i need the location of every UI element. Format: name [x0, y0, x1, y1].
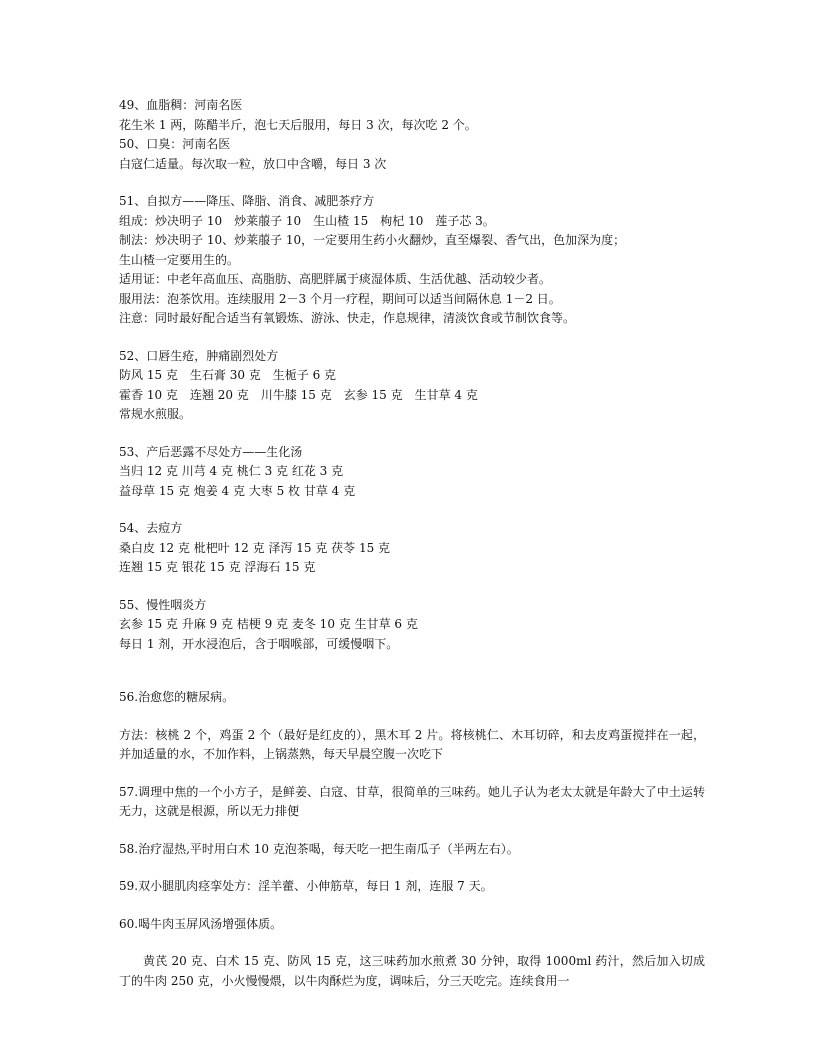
section-60-body: 黄芪 20 克、白术 15 克、防风 15 克，这三味药加水煎煮 30 分钟，取得 1000ml 药汁，然后加入切成丁的牛肉 250 克，小火慢慢煨，以牛肉酥烂为度，调味后，分三天吃完。连续食用一	[119, 954, 705, 988]
section-55-line-1: 玄参 15 克 升麻 9 克 桔梗 9 克 麦冬 10 克 生甘草 6 克	[119, 617, 418, 631]
section-51-line-6: 注意：同时最好配合适当有氧锻炼、游泳、快走，作息规律，清淡饮食或节制饮食等。	[119, 311, 576, 325]
section-55-title: 55、慢性咽炎方	[119, 597, 207, 612]
spacer	[119, 329, 705, 347]
section-56-title: 56.治愈您的糖尿病。	[119, 690, 235, 704]
section-52-title: 52、口唇生疮，肿痛剧烈处方	[119, 348, 279, 363]
section-58-text: 58.治疗湿热,平时用白术 10 克泡茶喝，每天吃一把生南瓜子（半两左右）。	[119, 841, 519, 856]
section-54-title: 54、去痘方	[119, 521, 183, 535]
document-page	[119, 96, 705, 991]
section-53-line-2: 益母草 15 克 炮姜 4 克 大枣 5 枚 甘草 4 克	[119, 483, 356, 498]
section-53-title: 53、产后恶露不尽处方——生化汤	[119, 444, 303, 459]
section-59-text: 59.双小腿肌肉痉挛处方：淫羊藿、小伸筋草，每日 1 剂，连服 7 天。	[119, 879, 493, 893]
spacer	[119, 654, 705, 688]
section-54-line-2: 连翘 15 克 银花 15 克 浮海石 15 克	[119, 560, 316, 574]
spacer	[119, 425, 705, 443]
spacer	[119, 822, 705, 840]
spacer	[119, 708, 705, 726]
section-52-line-3: 常规水煎服。	[119, 407, 192, 421]
spacer	[119, 501, 705, 519]
spacer	[119, 859, 705, 877]
section-51-line-1: 组成：炒决明子 10 炒莱菔子 10 生山楂 15 枸杞 10 莲子芯 3。	[119, 213, 495, 228]
spacer	[119, 578, 705, 596]
section-56-method: 方法：核桃 2 个，鸡蛋 2 个（最好是红皮的），黑木耳 2 片。将核桃仁、木耳切碎，和去皮鸡蛋搅拌在一起，并加适量的水，不加作料，上锅蒸熟，每天早晨空腹一次吃下	[119, 727, 705, 761]
spacer	[119, 174, 705, 192]
section-51-line-2: 制法：炒决明子 10、炒莱菔子 10，一定要用生药小火翻炒，直至爆裂、香气出，色加深为度；	[119, 233, 626, 247]
section-49-line-1: 花生米 1 两，陈醋半斤，泡七天后服用，每日 3 次，每次吃 2 个。	[119, 117, 477, 132]
section-50-line-1: 白寇仁适量。每次取一粒，放口中含嚼，每日 3 次	[119, 156, 387, 171]
section-49-title: 49、血脂稠：河南名医	[119, 98, 243, 112]
section-50-title: 50、口臭：河南名医	[119, 137, 231, 151]
section-57-text: 57.调理中焦的一个小方子，是鲜姜、白寇、甘草，很简单的三味药。她儿子认为老太太就是年龄大了中土运转无力，这就是根源，所以无力排便	[119, 784, 705, 818]
section-52-line-2: 霍香 10 克 连翘 20 克 川牛膝 15 克 玄参 15 克 生甘草 4 克	[119, 387, 478, 402]
section-53-line-1: 当归 12 克 川芎 4 克 桃仁 3 克 红花 3 克	[119, 464, 344, 478]
section-51-line-3: 生山楂一定要用生的。	[119, 252, 240, 267]
section-51-line-5: 服用法：泡茶饮用。连续服用 2－3 个月一疗程，期间可以适当间隔休息 1－2 日。	[119, 291, 561, 306]
section-60-title: 60.喝牛肉玉屏风汤增强体质。	[119, 916, 283, 931]
section-52-line-1: 防风 15 克 生石膏 30 克 生栀子 6 克	[119, 368, 337, 382]
section-54-line-1: 桑白皮 12 克 枇杷叶 12 克 泽泻 15 克 茯苓 15 克	[119, 540, 391, 555]
spacer	[119, 897, 705, 915]
spacer	[119, 765, 705, 783]
section-51-line-4: 适用证：中老年高血压、高脂肪、高肥胖属于痰湿体质、生活优越、活动较少者。	[119, 272, 552, 286]
spacer	[119, 934, 705, 952]
section-51-title: 51、自拟方——降压、降脂、消食、减肥茶疗方	[119, 194, 375, 208]
section-55-line-2: 每日 1 剂，开水浸泡后，含于咽喉部，可缓慢咽下。	[119, 636, 399, 651]
